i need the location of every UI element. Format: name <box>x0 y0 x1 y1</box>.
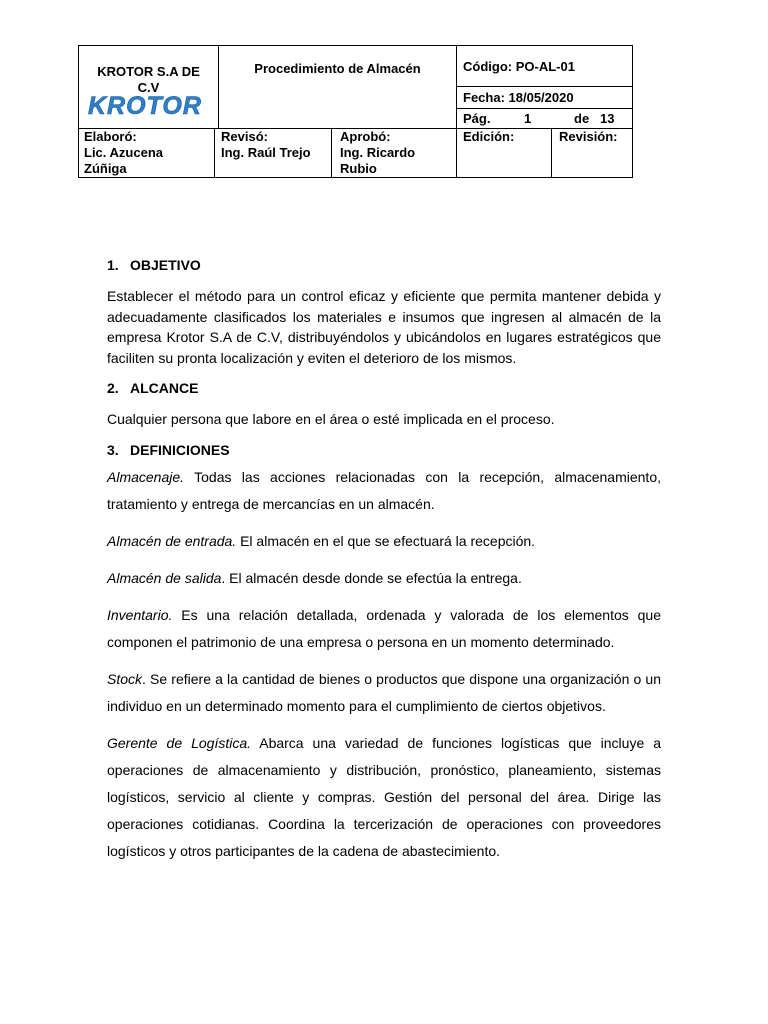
definition-item <box>107 730 661 865</box>
document-header-table <box>78 45 633 178</box>
elaboro-cell <box>78 128 215 178</box>
edicion-cell <box>456 128 552 178</box>
definition-text: Todas las acciones relacionadas con la recepción, almacenamiento, tratamiento y entrega de mercancías en un almacén. <box>107 468 661 512</box>
krotor-logo: KROTOR <box>88 92 202 120</box>
definition-text: . El almacén desde donde se efectúa la entrega. <box>221 569 522 586</box>
page-field <box>456 108 633 129</box>
definition-term: Inventario. <box>107 606 173 623</box>
document-body <box>107 256 661 865</box>
definition-term: Almacén de entrada. <box>107 532 237 549</box>
section-number: 1. <box>107 257 119 273</box>
definition-text: Es una relación detallada, ordenada y valorada de los elementos que componen el patrimonio de una empresa o persona en un momento determinado. <box>107 606 661 650</box>
company-name: KROTOR S.A DE C.V <box>97 64 200 95</box>
edicion-label: Edición: <box>463 129 515 144</box>
section-title: DEFINICIONES <box>130 441 230 458</box>
aprobo-label: Aprobó: <box>340 129 391 144</box>
document-title: Procedimiento de Almacén <box>218 45 457 129</box>
definition-item <box>107 528 661 555</box>
reviso-label: Revisó: <box>221 129 268 144</box>
section-number: 3. <box>107 441 119 458</box>
definition-term: Almacenaje. <box>107 468 185 485</box>
reviso-name: Ing. Raúl Trejo <box>221 145 311 160</box>
aprobo-name: Ing. Ricardo Rubio <box>340 145 416 176</box>
definition-term: Stock <box>107 670 143 687</box>
codigo-field: Código: PO-AL-01 <box>456 45 633 87</box>
definition-text: Abarca una variedad de funciones logísticas que incluye a operaciones de almacenamiento y distribución, pronóstico, planeamiento, sistemas logísticos, servicio al cliente y compras. Gestión del personal del área. Dirige las operaciones cotidianas. Coordina la tercerización de operaciones con proveedores logísticos y otros participantes de la cadena de abastecimiento. <box>107 734 661 859</box>
section-heading-alcance <box>107 379 661 397</box>
definition-item <box>107 565 661 592</box>
section-heading-objetivo <box>107 256 661 274</box>
page-number: 1 <box>524 111 532 126</box>
elaboro-name: Lic. Azucena Zúñiga <box>84 145 163 176</box>
definition-item <box>107 602 661 656</box>
revision-cell <box>551 128 633 178</box>
definition-term: Gerente de Logística. <box>107 734 252 751</box>
elaboro-label: Elaboró: <box>84 129 137 144</box>
section-number: 2. <box>107 380 119 396</box>
section-title: OBJETIVO <box>130 257 201 273</box>
definition-text: El almacén en el que se efectuará la recepción. <box>236 532 536 549</box>
company-cell <box>78 45 219 129</box>
definition-item <box>107 464 661 518</box>
revision-label: Revisión: <box>559 129 618 144</box>
objetivo-text: Establecer el método para un control eficaz y eficiente que permita mantener debida y adecuadamente clasificados los materiales e insumos que ingresen al almacén de la empresa Krotor S.A de C.V, distribuyéndolos y ubicándolos en lugares estratégicos que faciliten su pronta localización y eviten el deterioro de los mismos. <box>107 288 661 366</box>
section-title: ALCANCE <box>130 380 199 396</box>
reviso-cell <box>214 128 332 178</box>
fecha-field: Fecha: 18/05/2020 <box>456 86 633 109</box>
definition-item <box>107 666 661 720</box>
page-total: 13 <box>600 111 615 126</box>
page-label: Pág. <box>463 111 491 126</box>
aprobo-cell <box>331 128 457 178</box>
definition-text: . Se refiere a la cantidad de bienes o productos que dispone una organización o un individuo en un determinado momento para el cumplimiento de ciertos objetivos. <box>107 670 661 714</box>
page-of: de <box>574 111 590 126</box>
definition-term: Almacén de salida <box>107 569 222 586</box>
section-heading-definiciones <box>107 441 661 459</box>
alcance-text: Cualquier persona que labore en el área o esté implicada en el proceso. <box>107 411 555 427</box>
